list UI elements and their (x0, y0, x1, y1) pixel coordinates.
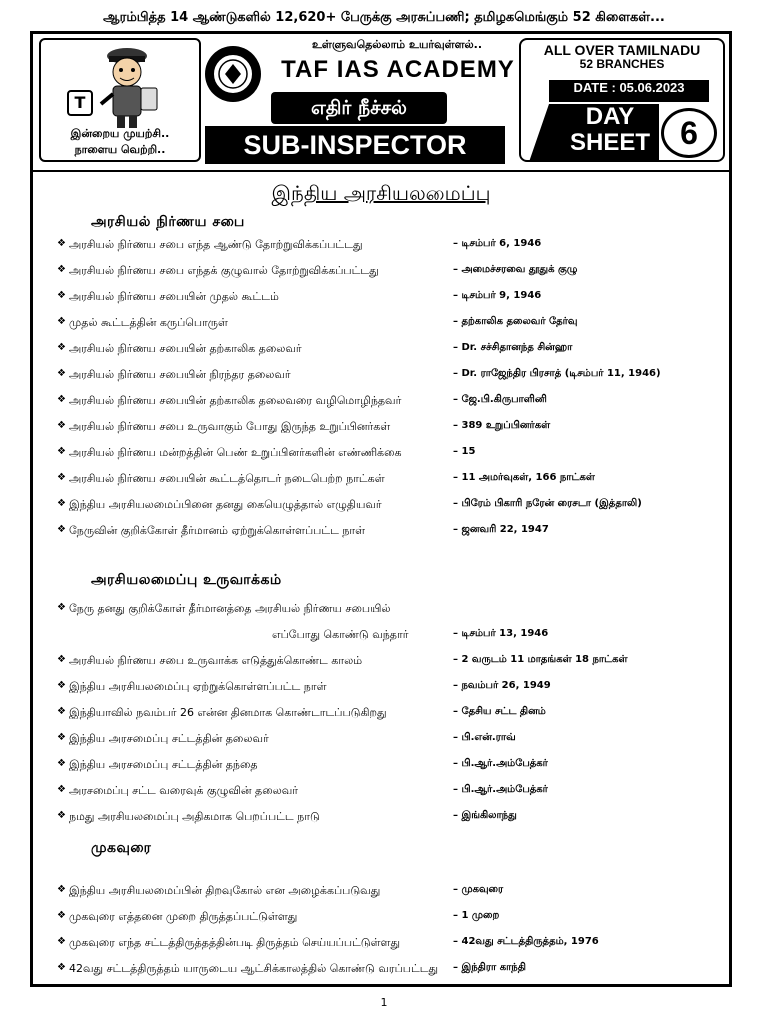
bullet-icon: ❖ (57, 680, 66, 691)
list-item (57, 472, 707, 490)
bullet-icon: ❖ (57, 342, 66, 353)
bullet-icon: ❖ (57, 810, 66, 821)
question-text: இந்திய அரசியலமைப்பின் திறவுகோல் என அழைக்கப்படுவது (69, 884, 381, 897)
list-item (57, 368, 707, 386)
academy-block (203, 36, 525, 164)
bullet-icon: ❖ (57, 368, 66, 379)
question-text: முதல் கூட்டத்தின் கருப்பொருள் (69, 316, 228, 329)
page-frame (30, 31, 732, 987)
academy-name: TAF IAS ACADEMY (281, 56, 515, 83)
bullet-icon: ❖ (57, 238, 66, 249)
police-mascot-icon (81, 44, 171, 130)
question-text: இந்திய அரசியலமைப்பினை தனது கையெழுத்தால் எழுதியவர் (69, 498, 382, 511)
bullet-icon: ❖ (57, 446, 66, 457)
question-text: இந்திய அரசமைப்பு சட்டத்தின் தந்தை (69, 758, 258, 771)
section-heading: அரசியலமைப்பு உருவாக்கம் (91, 572, 282, 588)
answer-text: – 11 அமர்வுகள், 166 நாட்கள் (453, 472, 595, 483)
answer-text: – டிசம்பர் 9, 1946 (453, 290, 542, 301)
bullet-icon: ❖ (57, 498, 66, 509)
header (33, 34, 729, 172)
bullet-icon: ❖ (57, 524, 66, 535)
answer-text: – டிசம்பர் 13, 1946 (453, 628, 549, 639)
bullet-icon: ❖ (57, 654, 66, 665)
bullet-icon: ❖ (57, 758, 66, 769)
list-item (57, 420, 707, 438)
list-item (57, 602, 707, 620)
bullet-icon: ❖ (57, 910, 66, 921)
question-text: நமது அரசியலமைப்பு அதிகமாக பெறப்பட்ட நாடு (69, 810, 320, 823)
list-item (57, 910, 707, 928)
question-text: நேரு தனது குறிக்கோள் தீர்மானத்தை அரசியல் நிர்ணய சபையில் (69, 602, 391, 615)
slogan-line-1: இன்றைய முயற்சி.. (70, 127, 170, 140)
answer-text: – முகவுரை (453, 884, 504, 895)
answer-text: – தேசிய சட்ட தினம் (453, 706, 546, 717)
question-text: எப்போது கொண்டு வந்தார் (272, 628, 409, 641)
page-number: 1 (380, 996, 388, 1009)
question-text: அரசமைப்பு சட்ட வரைவுக் குழுவின் தலைவர் (69, 784, 299, 797)
question-text: அரசியல் நிர்ணய சபை உருவாகும் போது இருந்த உறுப்பினர்கள் (69, 420, 391, 433)
answer-text: – 1 முறை (453, 910, 500, 921)
bullet-icon: ❖ (57, 394, 66, 405)
programme-banner: எதிர் நீச்சல் (271, 92, 447, 124)
branch-count: 52 BRANCHES (579, 57, 665, 71)
sheet-label: SHEET (569, 129, 650, 156)
exam-title: SUB-INSPECTOR (205, 126, 505, 164)
question-text: முகவுரை எந்த சட்டத்திருத்தத்தின்படி திருத்தம் செய்யப்பட்டுள்ளது (69, 936, 400, 949)
bullet-icon: ❖ (57, 316, 66, 327)
bullet-icon: ❖ (57, 936, 66, 947)
answer-text: – தற்காலிக தலைவர் தேர்வு (453, 316, 578, 327)
answer-text: – 389 உறுப்பினர்கள் (453, 420, 551, 431)
page-title: இந்திய அரசியலமைப்பு (271, 181, 491, 205)
section-heading: அரசியல் நிர்ணய சபை (91, 214, 245, 230)
academy-motto: உள்ளுவதெல்லாம் உயர்வுள்ளல்.. (311, 38, 483, 51)
bullet-icon: ❖ (57, 290, 66, 301)
list-item (57, 264, 707, 282)
coverage-text: ALL OVER TAMILNADU (543, 42, 701, 58)
answer-text: – இந்திரா காந்தி (453, 962, 526, 973)
list-item (57, 316, 707, 334)
question-text: அரசியல் நிர்ணய சபையின் கூட்டத்தொடர் நடைபெற்ற நாட்கள் (69, 472, 385, 485)
question-text: 42வது சட்டத்திருத்தம் யாருடைய ஆட்சிக்காலத்தில் கொண்டு வரப்பட்டது (69, 962, 438, 975)
question-text: அரசியல் நிர்ணய சபையின் நிரந்தர தலைவர் (69, 368, 291, 381)
list-item (57, 446, 707, 464)
question-text: அரசியல் நிர்ணய சபையின் தற்காலிக தலைவரை வழிமொழிந்தவர் (69, 394, 402, 407)
answer-text: – இங்கிலாந்து (453, 810, 517, 821)
slogan-line-2: நாளைய வெற்றி.. (74, 143, 166, 156)
list-item (57, 290, 707, 308)
question-text: அரசியல் நிர்ணய சபை உருவாக்க எடுத்துக்கொண்ட காலம் (69, 654, 363, 667)
answer-text: – Dr. சச்சிதானந்த சின்ஹா (453, 342, 573, 353)
answer-text: – பி.ஆர்.அம்பேத்கர் (453, 784, 548, 795)
bullet-icon: ❖ (57, 732, 66, 743)
list-item (57, 884, 707, 902)
mascot-panel (39, 38, 201, 162)
sheet-date: DATE : 05.06.2023 (549, 80, 709, 102)
question-text: அரசியல் நிர்ணய சபை எந்தக் குழுவால் தோற்றுவிக்கப்பட்டது (69, 264, 379, 277)
answer-text: – நவம்பர் 26, 1949 (453, 680, 551, 691)
list-item (57, 654, 707, 672)
question-text: அரசியல் நிர்ணய சபையின் முதல் கூட்டம் (69, 290, 279, 303)
top-tagline: ஆரம்பித்த 14 ஆண்டுகளில் 12,620+ பேருக்கு அரசுப்பணி; தமிழகமெங்கும் 52 கிளைகள்... (103, 10, 665, 25)
answer-text: – பிரேம் பிகாரி நரேன் ரைசடா (இத்தாலி) (453, 498, 642, 509)
question-text: முகவுரை எத்தனை முறை திருத்தப்பட்டுள்ளது (69, 910, 298, 923)
answer-text: – அமைச்சரவை தூதுக் குழு (453, 264, 578, 275)
bullet-icon: ❖ (57, 264, 66, 275)
question-text: இந்தியாவில் நவம்பர் 26 என்ன தினமாக கொண்டாடப்படுகிறது (69, 706, 387, 719)
answer-text: – டிசம்பர் 6, 1946 (453, 238, 542, 249)
bullet-icon: ❖ (57, 962, 66, 973)
bullet-icon: ❖ (57, 472, 66, 483)
list-item (57, 936, 707, 954)
list-item (57, 524, 707, 542)
list-item (57, 394, 707, 412)
answer-text: – Dr. ராஜேந்திர பிரசாத் (டிசம்பர் 11, 1946) (453, 368, 661, 379)
slogan (41, 126, 199, 158)
day-sheet-label (563, 104, 657, 156)
bullet-icon: ❖ (57, 602, 66, 613)
question-text: இந்திய அரசமைப்பு சட்டத்தின் தலைவர் (69, 732, 269, 745)
list-item (57, 758, 707, 776)
answer-text: – 42வது சட்டத்திருத்தம், 1976 (453, 936, 599, 947)
bullet-icon: ❖ (57, 784, 66, 795)
list-item (57, 810, 707, 828)
academy-seal-icon (203, 44, 263, 104)
day-sheet-block (519, 38, 725, 164)
answer-text: – 2 வருடம் 11 மாதங்கள் 18 நாட்கள் (453, 654, 628, 665)
day-label: DAY (585, 103, 635, 130)
list-item (57, 238, 707, 256)
list-item (57, 680, 707, 698)
t-logo-icon: T (67, 90, 93, 116)
list-item (57, 732, 707, 750)
list-item (57, 342, 707, 360)
bullet-icon: ❖ (57, 420, 66, 431)
list-item (57, 706, 707, 724)
day-number: 6 (661, 108, 717, 158)
list-item (57, 498, 707, 516)
section-heading: முகவுரை (91, 840, 152, 856)
question-text: இந்திய அரசியலமைப்பு ஏற்றுக்கொள்ளப்பட்ட நாள் (69, 680, 327, 693)
bullet-icon: ❖ (57, 884, 66, 895)
question-text: அரசியல் நிர்ணய சபையின் தற்காலிக தலைவர் (69, 342, 302, 355)
answer-text: – ஜனவரி 22, 1947 (453, 524, 549, 535)
list-item (57, 962, 707, 980)
question-text: அரசியல் நிர்ணய மன்றத்தின் பெண் உறுப்பினர்களின் எண்ணிக்கை (69, 446, 402, 459)
list-item (57, 784, 707, 802)
list-item (57, 628, 707, 646)
answer-text: – ஜே.பி.கிருபாளினி (453, 394, 547, 405)
question-text: அரசியல் நிர்ணய சபை எந்த ஆண்டு தோற்றுவிக்கப்பட்டது (69, 238, 363, 251)
answer-text: – 15 (453, 446, 476, 457)
answer-text: – பி.என்.ராவ் (453, 732, 516, 743)
question-text: நேருவின் குறிக்கோள் தீர்மானம் ஏற்றுக்கொள்ளப்பட்ட நாள் (69, 524, 366, 537)
bullet-icon: ❖ (57, 706, 66, 717)
answer-text: – பி.ஆர்.அம்பேத்கர் (453, 758, 548, 769)
